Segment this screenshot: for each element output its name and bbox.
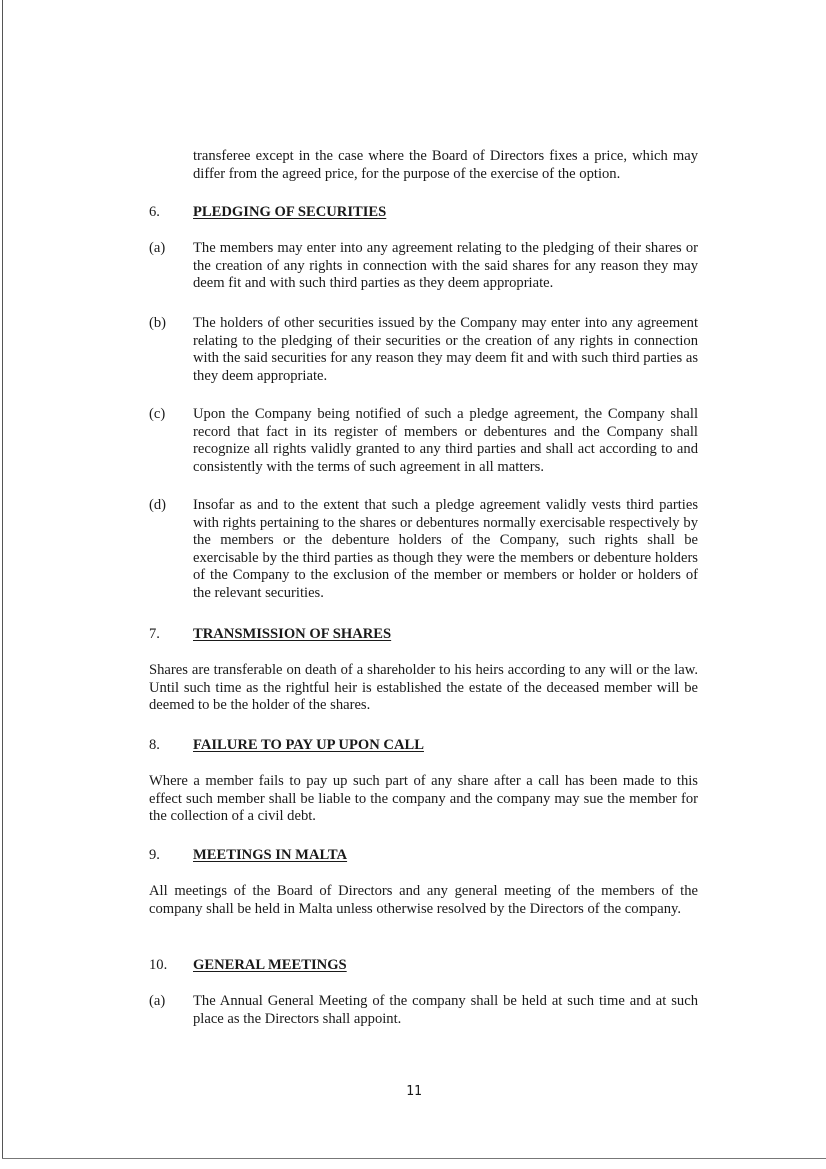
section-8-title: FAILURE TO PAY UP UPON CALL bbox=[193, 737, 424, 753]
section-6-item-d-label: (d) bbox=[149, 497, 167, 513]
page-edge-bottom bbox=[2, 1158, 826, 1159]
section-7-number: 7. bbox=[149, 626, 160, 642]
section-7-title: TRANSMISSION OF SHARES bbox=[193, 626, 392, 642]
section-6-item-c-text: Upon the Company being notified of such a pledge agreement, the Company shall record that fact in its register of members or debentures and the Company shall recognize all rights validly granted to any third parties and shall act according to and consistently with the terms of such agreement in all matters. bbox=[193, 406, 698, 475]
section-10-item-a-label: (a) bbox=[149, 993, 166, 1009]
section-6-item-d-text: Insofar as and to the extent that such a pledge agreement validly vests third parties with rights pertaining to the shares or debentures normally exercisable respectively by the members or the debenture holders of the Company, such rights shall be exercisable by the third parties as though they were the members or debenture holders of the Company to the exclusion of the member or members or holder or holders of the relevant securities. bbox=[193, 497, 698, 601]
section-6-title: PLEDGING OF SECURITIES bbox=[193, 204, 387, 220]
section-9-number: 9. bbox=[149, 847, 160, 863]
section-8-number: 8. bbox=[149, 737, 160, 753]
section-10-title: GENERAL MEETINGS bbox=[193, 957, 347, 973]
section-8-body: Where a member fails to pay up such part of any share after a call has been made to this effect such member shall be liable to the company and the company may sue the member for the collection of a civil debt. bbox=[149, 773, 698, 825]
section-10-item-a-text: The Annual General Meeting of the company shall be held at such time and at such place as the Directors shall appoint. bbox=[193, 993, 698, 1027]
section-6-item-c-label: (c) bbox=[149, 406, 166, 422]
section-7-body: Shares are transferable on death of a shareholder to his heirs according to any will or the law. Until such time as the rightful heir is established the estate of the deceased member will be deemed to be the holder of the shares. bbox=[149, 662, 698, 714]
section-6-item-b-text: The holders of other securities issued by the Company may enter into any agreement relating to the pledging of their securities or the creation of any rights in connection with the said securities for any reason they may deem fit and with such third parties as they deem appropriate. bbox=[193, 315, 698, 384]
section-10-number: 10. bbox=[149, 957, 168, 973]
section-9-body: All meetings of the Board of Directors and any general meeting of the members of the company shall be held in Malta unless otherwise resolved by the Directors of the company. bbox=[149, 883, 698, 917]
section-9-title: MEETINGS IN MALTA bbox=[193, 847, 348, 863]
continuation-paragraph: transferee except in the case where the Board of Directors fixes a price, which may differ from the agreed price, for the purpose of the exercise of the option. bbox=[193, 148, 698, 182]
section-6-number: 6. bbox=[149, 204, 160, 220]
page-number: 11 bbox=[406, 1084, 422, 1099]
section-6-item-b-label: (b) bbox=[149, 315, 167, 331]
section-6-item-a-text: The members may enter into any agreement relating to the pledging of their shares or the creation of any rights in connection with the said shares for any reason they may deem fit and with such third parties as they deem appropriate. bbox=[193, 240, 698, 292]
page-edge-left bbox=[2, 0, 3, 1158]
section-6-item-a-label: (a) bbox=[149, 240, 166, 256]
